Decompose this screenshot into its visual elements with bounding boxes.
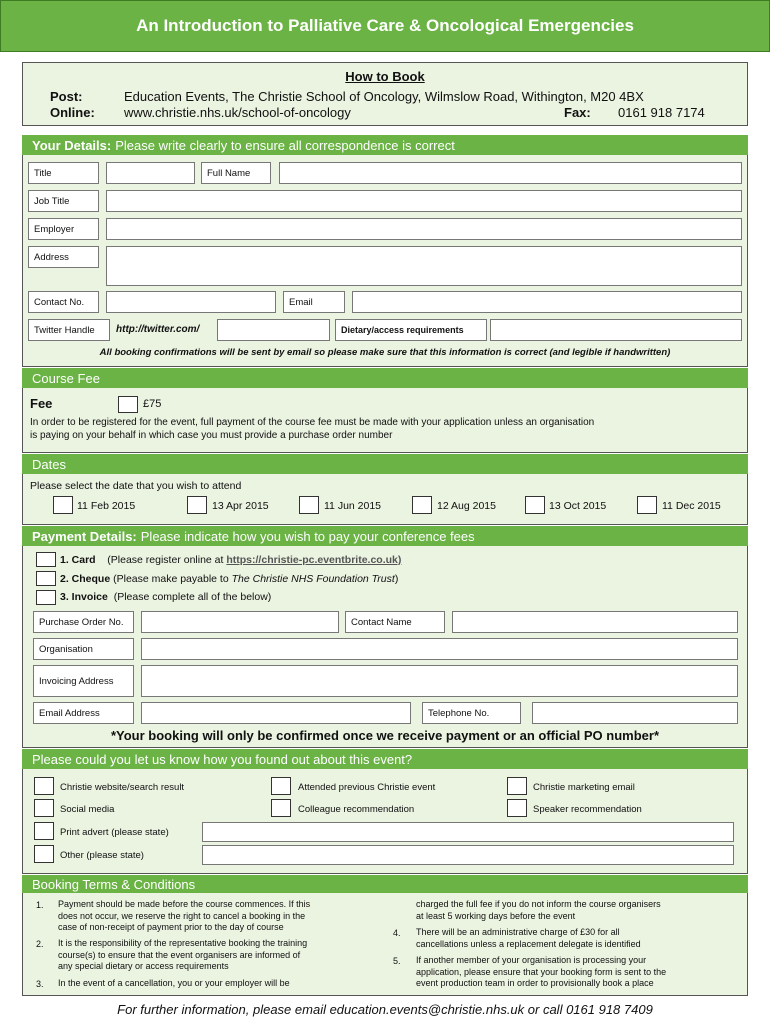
term-5-line-1: If another member of your organisation is processing your <box>416 955 647 965</box>
date-option-5: 13 Oct 2015 <box>549 500 607 512</box>
source-option-4: Social media <box>60 804 115 815</box>
job-title-label: Job Title <box>28 190 99 212</box>
card-checkbox[interactable] <box>36 552 56 567</box>
date-option-3: 11 Jun 2015 <box>324 500 382 512</box>
source-checkbox-4[interactable] <box>34 799 54 817</box>
employer-label: Employer <box>28 218 99 240</box>
date-checkbox-4[interactable] <box>412 496 432 514</box>
email-input[interactable] <box>352 291 742 313</box>
card-label: 1. Card <box>60 554 96 566</box>
term-3-cont-line-2: at least 5 working days before the event <box>416 910 576 921</box>
source-checkbox-3[interactable] <box>507 777 527 795</box>
fee-checkbox[interactable] <box>118 396 138 413</box>
cheque-checkbox[interactable] <box>36 571 56 586</box>
term-2-line-1: It is the responsibility of the representative booking the training <box>58 938 308 948</box>
print-advert-label: Print advert (please state) <box>60 827 169 838</box>
print-advert-checkbox[interactable] <box>34 822 54 840</box>
fax-label: Fax: <box>564 105 591 120</box>
term-1-number: 1. <box>36 900 44 910</box>
invoicing-address-input[interactable] <box>141 665 738 697</box>
online-url[interactable]: www.christie.nhs.uk/school-of-oncology <box>124 105 351 120</box>
term-3-cont-line-1: charged the full fee if you do not inform the course organisers <box>416 899 661 909</box>
telephone-input[interactable] <box>532 702 738 724</box>
payment-heading: Payment Details: <box>32 528 137 544</box>
post-label: Post: <box>50 89 83 104</box>
full-name-input[interactable] <box>279 162 742 184</box>
dates-header: Dates <box>22 454 748 474</box>
term-3-line-1: In the event of a cancellation, you or your employer will be <box>58 978 290 988</box>
form-title <box>0 0 770 52</box>
title-label: Title <box>28 162 99 184</box>
other-checkbox[interactable] <box>34 845 54 863</box>
your-details-subheading: Please write clearly to ensure all correspondence is correct <box>115 137 455 153</box>
invoice-checkbox[interactable] <box>36 590 56 605</box>
term-3-continued <box>416 899 741 922</box>
term-3 <box>58 978 388 990</box>
term-5-line-2: application, please ensure that your booking form is sent to the <box>416 966 667 977</box>
term-5-line-3: event production team in order to provisionally book a place <box>416 978 654 988</box>
cheque-text: (Please make payable to <box>113 573 229 585</box>
address-label: Address <box>28 246 99 268</box>
employer-input[interactable] <box>106 218 742 240</box>
booking-confirmation-note: All booking confirmations will be sent by email so please make sure that this information is correct (and legible if handwritten) <box>99 347 671 358</box>
twitter-label: Twitter Handle <box>28 319 110 341</box>
invoice-option <box>60 591 271 603</box>
term-1-line-1: Payment should be made before the course commences. If this <box>58 899 311 909</box>
source-option-3: Christie marketing email <box>533 782 635 793</box>
organisation-input[interactable] <box>141 638 738 660</box>
address-input[interactable] <box>106 246 742 286</box>
other-label: Other (please state) <box>60 850 144 861</box>
other-input[interactable] <box>202 845 734 865</box>
card-option <box>60 554 401 566</box>
term-1-line-2: does not occur, we reserve the right to cancel a booking in the <box>58 910 306 921</box>
cheque-label: 2. Cheque <box>60 573 111 585</box>
date-checkbox-3[interactable] <box>299 496 319 514</box>
term-4-line-1: There will be an administrative charge of £30 for all <box>416 927 620 937</box>
date-checkbox-6[interactable] <box>637 496 657 514</box>
term-2-number: 2. <box>36 939 44 949</box>
payment-header <box>22 526 748 546</box>
email-address-input[interactable] <box>141 702 411 724</box>
eventbrite-link[interactable]: https://christie-pc.eventbrite.co.uk) <box>226 554 402 566</box>
dietary-label: Dietary/access requirements <box>335 319 487 341</box>
term-5-number: 5. <box>393 956 401 966</box>
fax-number: 0161 918 7174 <box>618 105 705 120</box>
found-out-header: Please could you let us know how you found out about this event? <box>22 749 748 769</box>
course-fee-header: Course Fee <box>22 368 748 388</box>
source-option-1: Christie website/search result <box>60 782 185 793</box>
payment-confirmation-note: *Your booking will only be confirmed once we receive payment or an official PO number* <box>110 728 660 743</box>
contact-no-input[interactable] <box>106 291 276 313</box>
full-name-label: Full Name <box>201 162 271 184</box>
dietary-input[interactable] <box>490 319 742 341</box>
email-address-label: Email Address <box>33 702 134 724</box>
online-label: Online: <box>50 105 95 120</box>
date-option-4: 12 Aug 2015 <box>437 500 496 512</box>
cheque-option <box>60 573 398 585</box>
term-2 <box>58 938 388 973</box>
source-option-2: Attended previous Christie event <box>298 782 436 793</box>
source-checkbox-6[interactable] <box>507 799 527 817</box>
po-number-label: Purchase Order No. <box>33 611 134 633</box>
terms-header: Booking Terms & Conditions <box>22 875 748 893</box>
term-2-line-3: any special dietary or access requirements <box>58 961 229 971</box>
organisation-label: Organisation <box>33 638 134 660</box>
twitter-input[interactable] <box>217 319 330 341</box>
po-number-input[interactable] <box>141 611 339 633</box>
term-4-line-2: cancellations unless a replacement delegate is identified <box>416 938 641 949</box>
telephone-label: Telephone No. <box>422 702 521 724</box>
term-3-number: 3. <box>36 979 44 989</box>
invoice-label: 3. Invoice <box>60 591 108 603</box>
fee-label: Fee <box>30 396 53 411</box>
date-checkbox-1[interactable] <box>53 496 73 514</box>
source-checkbox-1[interactable] <box>34 777 54 795</box>
term-4 <box>416 927 741 950</box>
source-checkbox-2[interactable] <box>271 777 291 795</box>
invoicing-address-label: Invoicing Address <box>33 665 134 697</box>
source-option-6: Speaker recommendation <box>533 804 642 815</box>
date-checkbox-2[interactable] <box>187 496 207 514</box>
cheque-end: ) <box>394 573 399 585</box>
term-1-line-3: case of non-receipt of payment prior to the day of course <box>58 922 284 932</box>
title-input[interactable] <box>106 162 195 184</box>
form-title-text: An Introduction to Palliative Care & Oncological Emergencies <box>136 16 634 35</box>
your-details-header <box>22 135 748 155</box>
how-to-book-heading: How to Book <box>345 69 425 84</box>
footer-contact: For further information, please email education.events@christie.nhs.uk or call 0161 918 7409 <box>117 1002 653 1017</box>
contact-name-label: Contact Name <box>345 611 445 633</box>
term-1 <box>58 899 388 934</box>
contact-name-input[interactable] <box>452 611 738 633</box>
contact-no-label: Contact No. <box>28 291 99 313</box>
term-5 <box>416 955 741 990</box>
fee-description-1: In order to be registered for the event, full payment of the course fee must be made with your application unless an organisation <box>30 417 595 428</box>
fee-amount: £75 <box>143 398 162 410</box>
your-details-heading: Your Details: <box>32 137 112 153</box>
date-option-6: 11 Dec 2015 <box>662 500 721 512</box>
date-option-2: 13 Apr 2015 <box>212 500 269 512</box>
date-checkbox-5[interactable] <box>525 496 545 514</box>
email-label: Email <box>283 291 345 313</box>
fee-description-2: is paying on your behalf in which case you must provide a purchase order number <box>30 430 393 441</box>
invoice-text: (Please complete all of the below) <box>113 591 272 603</box>
date-option-1: 11 Feb 2015 <box>77 500 136 512</box>
payment-subheading: Please indicate how you wish to pay your conference fees <box>140 528 475 544</box>
term-4-number: 4. <box>393 928 401 938</box>
source-option-5: Colleague recommendation <box>298 804 415 815</box>
print-advert-input[interactable] <box>202 822 734 842</box>
post-address: Education Events, The Christie School of Oncology, Wilmslow Road, Withington, M20 4BX <box>124 89 644 104</box>
cheque-payee: The Christie NHS Foundation Trust <box>231 573 395 585</box>
dates-instruction: Please select the date that you wish to attend <box>30 480 242 492</box>
source-checkbox-5[interactable] <box>271 799 291 817</box>
twitter-prefix: http://twitter.com/ <box>116 324 200 335</box>
term-2-line-2: course(s) to ensure that the event organisers are informed of <box>58 949 301 960</box>
card-text: (Please register online at <box>107 554 224 566</box>
job-title-input[interactable] <box>106 190 742 212</box>
